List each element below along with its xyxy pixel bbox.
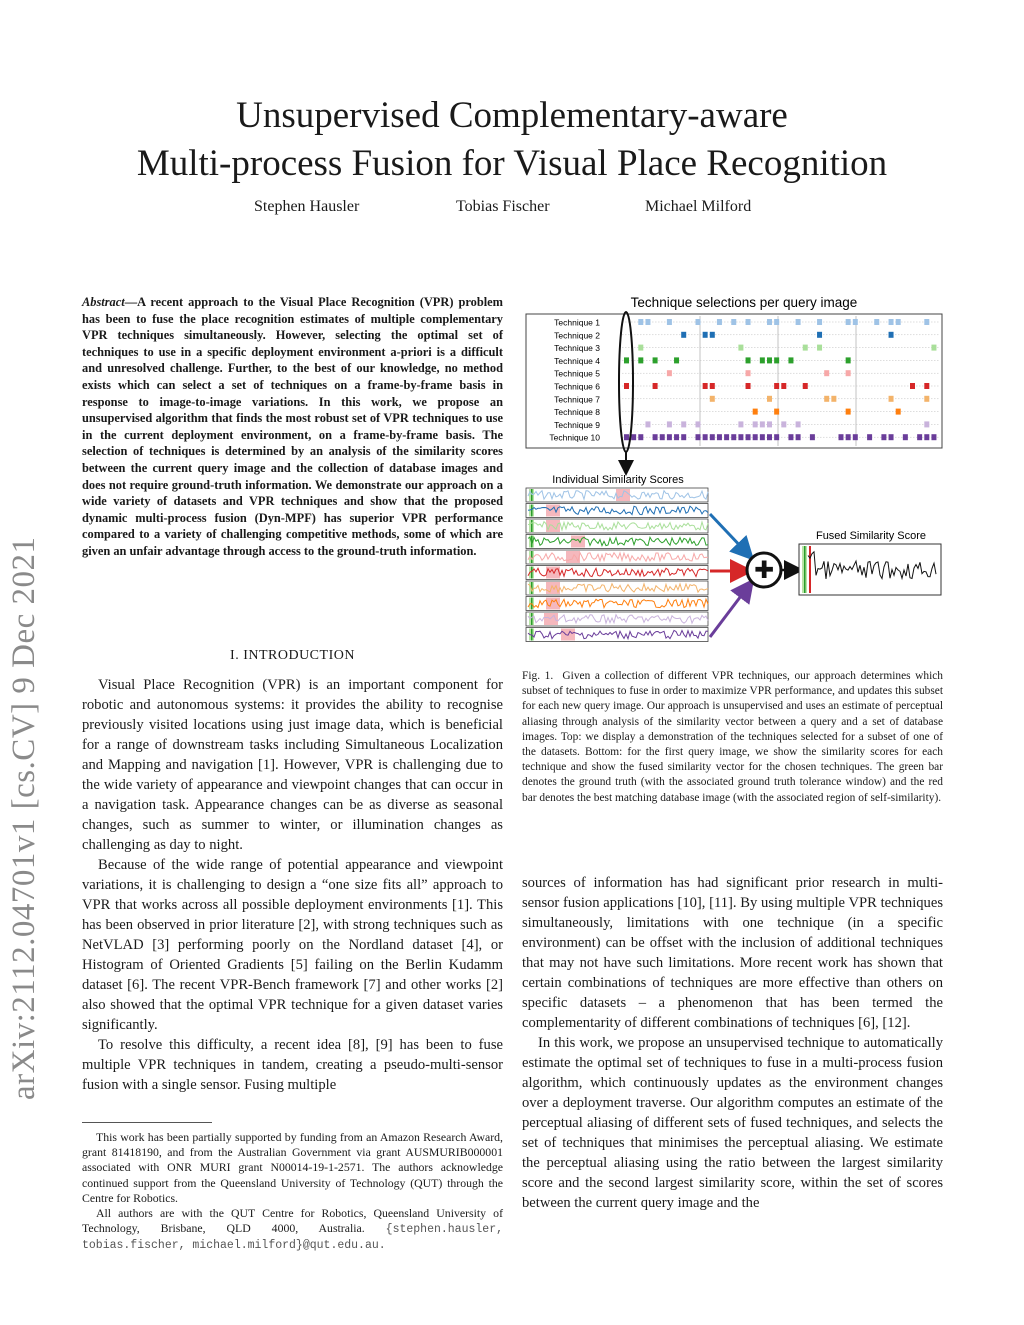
selection-mark (703, 434, 708, 440)
selection-mark (767, 396, 772, 402)
selection-mark (703, 332, 708, 338)
selection-mark (796, 421, 801, 427)
selection-mark (624, 383, 629, 389)
selection-mark (681, 434, 686, 440)
selection-mark (903, 434, 908, 440)
selection-mark (703, 383, 708, 389)
selection-mark (767, 434, 772, 440)
selection-mark (696, 421, 701, 427)
selection-mark (846, 319, 851, 325)
footnote-funding: This work has been partially supported by funding from an Amazon Research Award, grant 81418190, and from the Australian Government via grant AUSMURIB000001 associated with ONR MURI grant N00014-19-1-2571. The authors acknowledge continued support from the Queensland University of Technology (QUT) through the Centre for Robotics. (82, 1130, 503, 1205)
selection-mark (645, 319, 650, 325)
selection-mark (681, 421, 686, 427)
selection-mark (774, 357, 779, 363)
selection-mark (889, 332, 894, 338)
arxiv-identifier: arXiv:2112.04701v1 [cs.CV] 9 Dec 2021 (6, 536, 42, 1100)
selection-mark (696, 434, 701, 440)
selection-mark (917, 434, 922, 440)
author-2: Tobias Fischer (456, 198, 550, 215)
selection-mark (817, 345, 822, 351)
selection-mark (731, 319, 736, 325)
selection-mark (924, 383, 929, 389)
figure-1 (520, 290, 950, 660)
selection-mark (774, 383, 779, 389)
selection-mark (653, 357, 658, 363)
selection-mark (774, 434, 779, 440)
author-3: Michael Milford (645, 198, 752, 215)
selection-mark (710, 332, 715, 338)
selection-mark (881, 434, 886, 440)
selection-mark (781, 383, 786, 389)
selection-mark (753, 434, 758, 440)
best-match-bar (809, 546, 811, 593)
selection-mark (667, 421, 672, 427)
selection-mark (631, 434, 636, 440)
fusion-input-arrow (710, 588, 747, 637)
selection-mark (924, 319, 929, 325)
title-line-2: Multi-process Fusion for Visual Place Recognition (136, 143, 888, 184)
selection-mark (824, 396, 829, 402)
selection-mark (731, 434, 736, 440)
selection-mark (710, 383, 715, 389)
plus-icon: ✚ (753, 557, 775, 584)
selection-mark (653, 434, 658, 440)
selection-mark (846, 370, 851, 376)
selection-mark (889, 396, 894, 402)
selection-mark (638, 345, 643, 351)
selection-mark (674, 357, 679, 363)
technique-label: Technique 1 (554, 317, 600, 328)
intro-paragraph-3: To resolve this difficulty, a recent idea [8], [9] has been to fuse multiple VPR techniques in tandem, creating a pseudo-multi-sensor fusion with a single sensor. Fusing multiple (82, 1037, 503, 1093)
selection-mark (788, 434, 793, 440)
selection-mark (760, 421, 765, 427)
intro-paragraph-2: Because of the wide range of potential appearance and viewpoint variations, it is challenging to design a “one size fits all” approach to VPR that works across all possible deployment environments [1]. This has been observed in prior literature [2], with strong techniques such as NetVLAD [3] performing poorly on the Nordland dataset [4], or Histogram of Oriented Gradients [5] failing on the Berlin Kudamm dataset [6]. The recent VPR-Bench framework [7] and other works [2] also showed that the optimal VPR technique for a given dataset varies significantly. (82, 857, 503, 1033)
author-emails: {stephen.hausler, tobias.fischer, michael.milford}@qut.edu.au. (82, 1223, 503, 1253)
selection-mark (867, 434, 872, 440)
selection-mark (810, 434, 815, 440)
selection-mark (746, 434, 751, 440)
selection-mark (853, 319, 858, 325)
selection-mark (624, 357, 629, 363)
selection-mark (824, 370, 829, 376)
selection-mark (924, 421, 929, 427)
selection-mark (896, 319, 901, 325)
selection-mark (717, 434, 722, 440)
selection-mark (717, 319, 722, 325)
selection-mark (638, 357, 643, 363)
selection-mark (746, 319, 751, 325)
self-similarity-region (546, 505, 560, 517)
ground-truth-bar (531, 551, 533, 563)
selection-mark (746, 370, 751, 376)
selection-mark (667, 434, 672, 440)
individual-scores-title: Individual Similarity Scores (552, 474, 684, 486)
technique-label: Technique 10 (549, 432, 600, 443)
section-title: I. INTRODUCTION (230, 648, 355, 663)
selection-mark (774, 409, 779, 415)
selection-mark (767, 421, 772, 427)
selection-mark (653, 383, 658, 389)
right-column-body (522, 873, 943, 1213)
selection-mark (874, 319, 879, 325)
selection-mark (681, 332, 686, 338)
ground-truth-bar (531, 567, 533, 579)
selection-mark (924, 396, 929, 402)
selection-mark (817, 332, 822, 338)
selection-mark (896, 409, 901, 415)
selection-mark (660, 434, 665, 440)
author-1: Stephen Hausler (254, 198, 360, 215)
selection-mark (760, 357, 765, 363)
intro-paragraph-1: Visual Place Recognition (VPR) is an important component for robotic and autonomous systems: it provides the ability to recognise previously visited locations using just image data, which is beneficial for a range of downstream tasks including Simultaneous Localization and Mapping and navigation [1]. However, VPR is challenging due to the wide variety of appearance and viewpoint changes that can occur in a navigation task. Appearance changes can be as diverse as seasonal changes, such as summer to winter, or illumination changes as challenging as day to night. (82, 677, 503, 853)
selection-mark (767, 357, 772, 363)
ground-truth-bar (531, 613, 533, 625)
selection-mark (746, 383, 751, 389)
selection-mark (889, 434, 894, 440)
technique-label: Technique 7 (554, 394, 600, 405)
ground-truth-bar (804, 546, 806, 593)
selection-mark (710, 434, 715, 440)
selection-mark (696, 319, 701, 325)
technique-label: Technique 2 (554, 330, 600, 341)
caption-text: Given a collection of different VPR techniques, our approach determines which subset of techniques to fuse in order to maximize VPR performance, and updates this subset for each new query image. Our approach is unsupervised and uses an estimate of perceptual aliasing through analysis of the similarity vector between a query and a set of database images. Top: we display a demonstration of the techniques selected for a subset of one of the datasets. Bottom: for the first query image, we show the similarity scores for each technique and show the fused similarity vector for the chosen techniques. The green bar denotes the ground truth (with the associated ground truth tolerance window) and the red bar denotes the best matching database image (with the associated region of self-similarity). (522, 670, 944, 804)
figure-top-title: Technique selections per query image (630, 295, 858, 310)
selection-mark (796, 434, 801, 440)
selection-mark (889, 319, 894, 325)
technique-label: Technique 9 (554, 419, 600, 430)
abstract-text: —A recent approach to the Visual Place Recognition (VPR) problem has been to fuse the place recognition estimates of multiple complementary VPR techniques simultaneously. However, selecting the optimal set of techniques to use in a specific deployment environment a-priori is a difficult and unresolved challenge. Further, to the best of our knowledge, no method exists which can select a set of techniques on a frame-by-frame basis in response to image-to-image variations. In this work, we propose an unsupervised algorithm that finds the most robust set of VPR techniques to use in the current deployment environment, on a frame-by-frame basis. The selection of techniques is determined by an analysis of the similarity scores between the current query image and the collection of database images and does not require ground-truth information. We demonstrate our approach on a wide variety of datasets and VPR techniques and show that the proposed dynamic multi-process fusion (Dyn-MPF) has superior VPR performance compared to a variety of challenging competitive methods, some of which are given an unfair advantage through access to the ground-truth information. (82, 295, 503, 558)
abstract (82, 294, 503, 560)
selection-mark (817, 319, 822, 325)
selection-mark (767, 319, 772, 325)
technique-label: Technique 8 (554, 407, 600, 418)
footnotes (82, 1130, 503, 1254)
selection-mark (853, 434, 858, 440)
selection-mark (846, 434, 851, 440)
selection-mark (667, 319, 672, 325)
footnote-affiliation (82, 1206, 503, 1254)
abstract-label: Abstract (82, 295, 125, 309)
selection-mark (910, 383, 915, 389)
selection-mark (774, 319, 779, 325)
selection-mark (803, 345, 808, 351)
footnote-affiliation-text: All authors are with the QUT Centre for Robotics, Queensland University of Technology, Brisbane, QLD 4000, Australia. (82, 1206, 503, 1236)
technique-label: Technique 4 (554, 355, 600, 366)
technique-label: Technique 6 (554, 381, 600, 392)
technique-label: Technique 3 (554, 343, 600, 354)
selection-mark (638, 434, 643, 440)
selection-mark (724, 434, 729, 440)
selection-mark (781, 421, 786, 427)
selection-mark (624, 434, 629, 440)
self-similarity-region (571, 536, 585, 548)
fused-score-title: Fused Similarity Score (815, 530, 927, 542)
ground-truth-bar (531, 520, 533, 532)
selection-mark (638, 319, 643, 325)
selection-mark (788, 357, 793, 363)
caption-label: Fig. 1. (522, 670, 554, 682)
intro-body (82, 675, 503, 1095)
selection-mark (831, 396, 836, 402)
selection-mark (931, 345, 936, 351)
selection-mark (846, 357, 851, 363)
selection-mark (645, 421, 650, 427)
ground-truth-bar (531, 505, 533, 517)
selection-mark (738, 421, 743, 427)
right-paragraph-1: sources of information has had significant prior research in multi-sensor fusion applications [10], [11]. By using multiple VPR techniques simultaneously, limitations with one technique (in a specific environment) can be offset with the inclusion of additional techniques that may not have such limitations. More recent work has shown that certain combinations of techniques are more effective than others on specific datasets – a phenomenon that has been termed the complementarity of different combinations of techniques [6], [12]. (522, 875, 943, 1031)
technique-label: Technique 5 (554, 368, 600, 379)
selection-mark (738, 434, 743, 440)
title-line-1: Unsupervised Complementary-aware (236, 95, 788, 136)
selection-mark (924, 434, 929, 440)
fusion-arrows (710, 514, 747, 637)
selection-mark (710, 396, 715, 402)
selection-mark (753, 409, 758, 415)
selection-mark (738, 345, 743, 351)
selection-mark (846, 409, 851, 415)
selection-mark (667, 370, 672, 376)
selection-mark (796, 319, 801, 325)
fusion-input-arrow (710, 514, 746, 552)
selection-mark (803, 383, 808, 389)
individual-scores-panel (526, 488, 708, 642)
figure-caption (522, 669, 943, 806)
footnote-rule (82, 1122, 212, 1123)
selection-mark (760, 434, 765, 440)
selection-mark (746, 357, 751, 363)
selection-mark (753, 421, 758, 427)
selection-mark (839, 434, 844, 440)
right-paragraph-2: In this work, we propose an unsupervised technique to automatically estimate the optimal set of techniques to fuse in a multi-process fusion algorithm, which continuously updates as the environment changes over a deployment traverse. Our algorithm computes an estimate of the perceptual aliasing of different sets of fused techniques, and selects the set of techniques that minimises the perceptual aliasing. We estimate the perceptual aliasing using the ratio between the largest similarity score and the second largest similarity score, within the set of scores between the current query image and the (522, 1035, 943, 1211)
selection-mark (674, 434, 679, 440)
selection-mark (931, 434, 936, 440)
paper-title (0, 92, 1024, 188)
